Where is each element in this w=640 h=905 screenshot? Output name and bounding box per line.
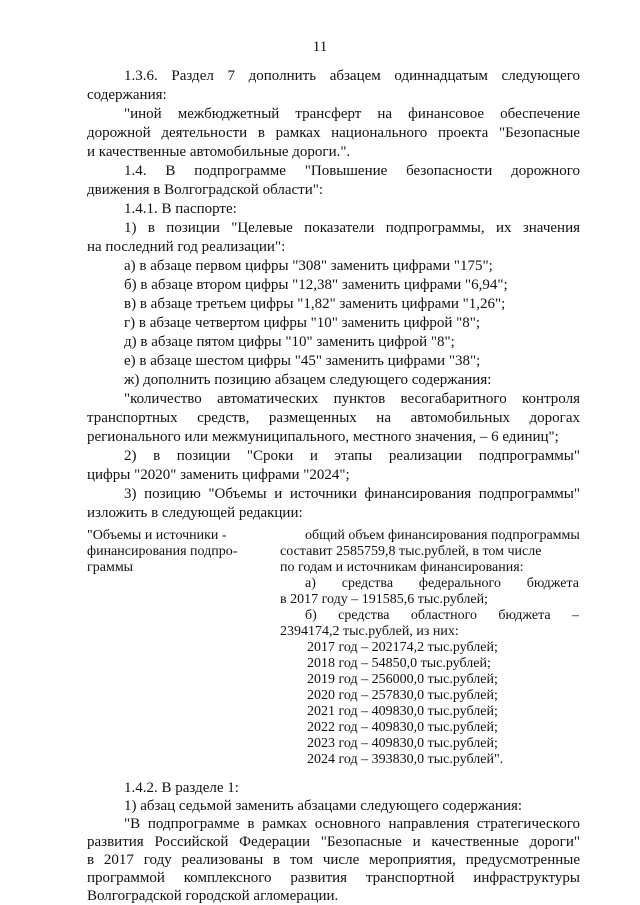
year-amount: 2021 год – 409830,0 тыс.рублей; — [307, 704, 498, 719]
year-amount: 2017 год – 202174,2 тыс.рублей; — [307, 640, 498, 655]
paragraph-line: "В подпрограмме в рамках основного направления стратегического — [124, 816, 580, 832]
list-item: в) в абзаце третьем цифры "1,82" заменить цифрами "1,26"; — [124, 296, 506, 312]
list-item: г) в абзаце четвертом цифры "10" заменить цифрой "8"; — [124, 315, 481, 331]
year-amount: 2024 год – 393830,0 тыс.рублей". — [307, 752, 504, 767]
paragraph-line: цифры "2020" заменить цифрами "2024"; — [87, 467, 350, 483]
paragraph-line: транспортных средств, размещенных на автомобильных дорогах — [87, 410, 580, 426]
table-row-value: б) средства областного бюджета – — [305, 608, 579, 623]
paragraph-line: в 2017 году реализованы в том числе мероприятия, предусмотренные — [87, 852, 580, 868]
paragraph-line: Волгоградской городской агломерации. — [87, 888, 339, 904]
paragraph-line: 1.4.2. В разделе 1: — [124, 780, 239, 796]
year-amount: 2023 год – 409830,0 тыс.рублей; — [307, 736, 498, 751]
table-row-value: 2394174,2 тыс.рублей, из них: — [280, 624, 459, 639]
year-amount: 2022 год – 409830,0 тыс.рублей; — [307, 720, 498, 735]
table-row-label: граммы — [87, 560, 134, 575]
list-item: д) в абзаце пятом цифры "10" заменить цифрой "8"; — [124, 334, 455, 350]
paragraph-line: 2) в позиции "Сроки и этапы реализации подпрограммы" — [124, 448, 580, 464]
table-row-value: по годам и источникам финансирования: — [280, 560, 524, 575]
table-row-value: общий объем финансирования подпрограммы — [305, 528, 580, 543]
year-amount: 2019 год – 256000,0 тыс.рублей; — [307, 672, 498, 687]
table-row-value: в 2017 году – 191585,6 тыс.рублей; — [280, 592, 488, 607]
paragraph-line: и качественные автомобильные дороги.". — [87, 144, 351, 160]
paragraph-line: 1) в позиции "Целевые показатели подпрограммы, их значения — [124, 220, 580, 236]
year-amount: 2018 год – 54850,0 тыс.рублей; — [307, 656, 491, 671]
paragraph-line: 1.4.1. В паспорте: — [124, 201, 237, 217]
paragraph-line: 3) позицию "Объемы и источники финансирования подпрограммы" — [124, 486, 580, 502]
table-row-value: а) средства федерального бюджета — [305, 576, 579, 591]
list-item: е) в абзаце шестом цифры "45" заменить цифрами "38"; — [124, 353, 481, 369]
paragraph-line: содержания: — [87, 87, 167, 103]
table-row-label: финансирования подпро- — [87, 544, 238, 559]
paragraph-line: программой комплексного развития транспортной инфраструктуры — [87, 870, 580, 886]
list-item: ж) дополнить позицию абзацем следующего содержания: — [124, 372, 492, 388]
paragraph-line: на последний год реализации": — [87, 239, 286, 255]
paragraph-line: развития Российской Федерации "Безопасные и качественные дороги" — [87, 834, 580, 850]
page-number: 11 — [312, 39, 328, 55]
paragraph-line: 1.3.6. Раздел 7 дополнить абзацем одиннадцатым следующего — [124, 68, 580, 84]
paragraph-line: движения в Волгоградской области": — [87, 182, 324, 198]
table-row-value: составит 2585759,8 тыс.рублей, в том числе — [280, 544, 542, 559]
paragraph-line: 1) абзац седьмой заменить абзацами следующего содержания: — [124, 798, 523, 814]
year-amount: 2020 год – 257830,0 тыс.рублей; — [307, 688, 498, 703]
paragraph-line: изложить в следующей редакции: — [87, 505, 303, 521]
paragraph-line: "иной межбюджетный трансферт на финансовое обеспечение — [124, 106, 580, 122]
list-item: а) в абзаце первом цифры "308" заменить цифрами "175"; — [124, 258, 493, 274]
table-row-label: "Объемы и источники - — [87, 528, 227, 543]
paragraph-line: 1.4. В подпрограмме "Повышение безопасности дорожного — [124, 163, 580, 179]
list-item: б) в абзаце втором цифры "12,38" заменить цифрами "6,94"; — [124, 277, 508, 293]
paragraph-line: дорожной деятельности в рамках национального проекта "Безопасные — [87, 125, 580, 141]
paragraph-line: "количество автоматических пунктов весогабаритного контроля — [124, 391, 580, 407]
paragraph-line: регионального или межмуниципального, местного значения, – 6 единиц"; — [87, 429, 559, 445]
